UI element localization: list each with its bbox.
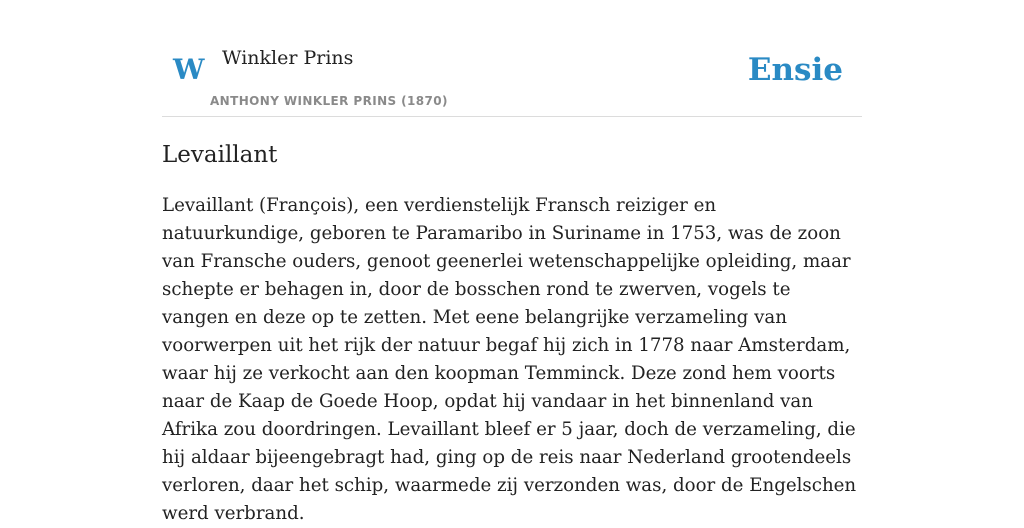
source-header bbox=[162, 0, 862, 117]
source-logo-icon[interactable]: W bbox=[173, 53, 205, 86]
article-title: Levaillant bbox=[162, 142, 278, 168]
source-name-link[interactable]: Winkler Prins bbox=[222, 47, 354, 69]
source-subtitle: ANTHONY WINKLER PRINS (1870) bbox=[210, 94, 448, 108]
ensie-logo-link[interactable]: Ensie bbox=[747, 52, 843, 88]
article-body: Levaillant (François), een verdienstelijk Fransch reiziger en natuurkundige, geboren te Paramaribo in Suriname in 1753, was de zoon van Fransche ouders, genoot geenerlei wetenschappelijke opleiding, maar schepte er behagen in, door de bosschen rond te zwerven, vogels te vangen en deze op te zetten. Met eene belangrijke verzameling van voorwerpen uit het rijk der natuur begaf hij zich in 1778 naar Amsterdam, waar hij ze verkocht aan den koopman Temminck. Deze zond hem voorts naar de Kaap de Goede Hoop, opdat hij vandaar in het binnenland van Afrika zou doordringen. Levaillant bleef er 5 jaar, doch de verzameling, die hij aldaar bijeengebragt had, ging op de reis naar Nederland grootendeels verloren, daar het schip, waarmede zij verzonden was, door de Engelschen werd verbrand. bbox=[162, 195, 857, 524]
